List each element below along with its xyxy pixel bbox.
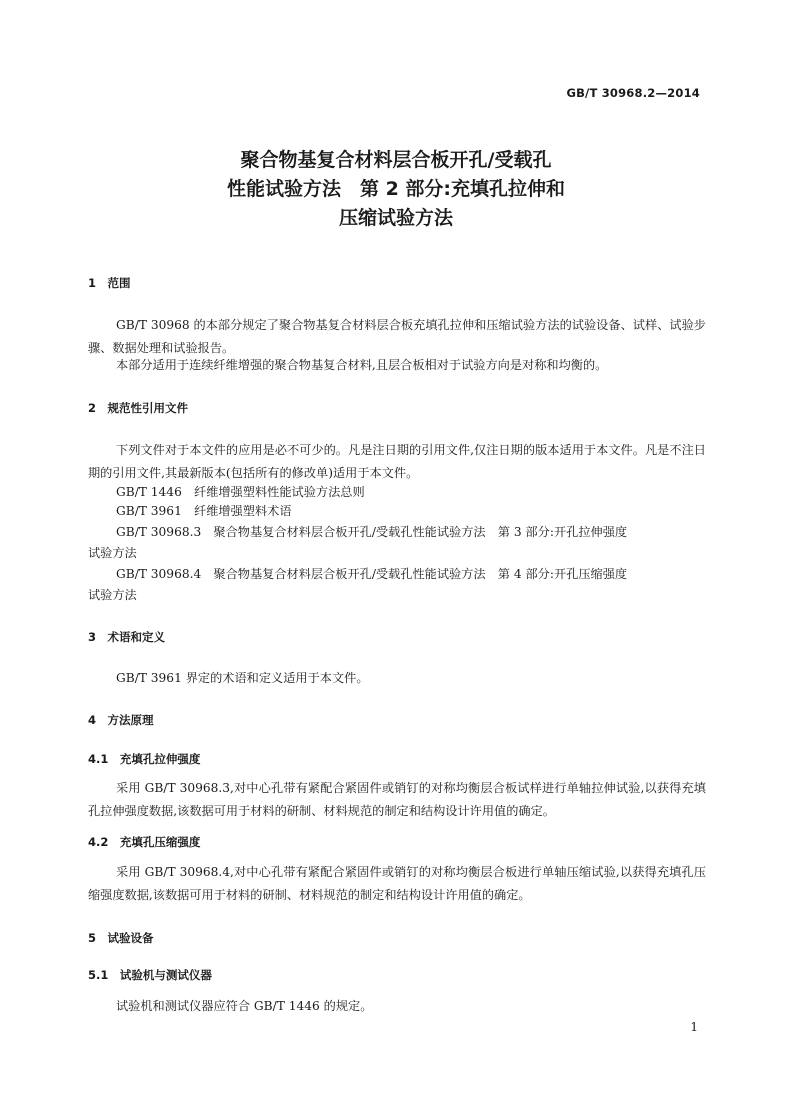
- section-4-1-paragraph: 采用 GB/T 30968.3,对中心孔带有紧配合紧固件或销钉的对称均衡层合板试样进行单轴拉伸试验,以获得充填孔拉伸强度数据,该数据可用于材料的研制、材料规范的制定和结构设计许用值的确定。: [88, 781, 706, 818]
- section-5-heading: 5 试验设备: [88, 931, 154, 945]
- section-4-2-paragraph: 采用 GB/T 30968.4,对中心孔带有紧配合紧固件或销钉的对称均衡层合板进行单轴压缩试验,以获得充填孔压缩强度数据,该数据可用于材料的研制、材料规范的制定和结构设计许用值的确定。: [88, 865, 706, 902]
- standard-code: GB/T 30968.2—2014: [566, 86, 700, 100]
- section-3-heading: 3 术语和定义: [88, 630, 166, 644]
- reference-gbt-30968-3-line-2: 试验方法: [88, 546, 137, 560]
- title-line-2: 性能试验方法 第 2 部分:充填孔拉伸和: [226, 178, 566, 200]
- reference-gbt-30968-4-line-1: GB/T 30968.4 聚合物基复合材料层合板开孔/受载孔性能试验方法 第 4 部分:开孔压缩强度: [116, 567, 628, 581]
- section-5-1-heading: 5.1 试验机与测试仪器: [88, 968, 212, 982]
- reference-gbt-3961: GB/T 3961 纤维增强塑料术语: [116, 504, 292, 518]
- section-1-paragraph-1: GB/T 30968 的本部分规定了聚合物基复合材料层合板充填孔拉伸和压缩试验方法的试验设备、试样、试验步骤、数据处理和试验报告。: [88, 318, 706, 355]
- section-4-heading: 4 方法原理: [88, 713, 154, 727]
- section-2-paragraph-1: 下列文件对于本文件的应用是必不可少的。凡是注日期的引用文件,仅注日期的版本适用于本文件。凡是不注日期的引用文件,其最新版本(包括所有的修改单)适用于本文件。: [88, 443, 706, 480]
- page-number: 1: [690, 1020, 698, 1034]
- section-3-paragraph-1: GB/T 3961 界定的术语和定义适用于本文件。: [116, 671, 369, 685]
- section-1-paragraph-2: 本部分适用于连续纤维增强的聚合物基复合材料,且层合板相对于试验方向是对称和均衡的。: [116, 358, 608, 372]
- reference-gbt-30968-3-line-1: GB/T 30968.3 聚合物基复合材料层合板开孔/受载孔性能试验方法 第 3 部分:开孔拉伸强度: [116, 525, 628, 539]
- section-4-2-heading: 4.2 充填孔压缩强度: [88, 835, 201, 849]
- document-title: [0, 146, 792, 233]
- section-1-heading: 1 范围: [88, 276, 131, 290]
- section-4-1-heading: 4.1 充填孔拉伸强度: [88, 752, 201, 766]
- reference-gbt-30968-4-line-2: 试验方法: [88, 588, 137, 602]
- title-line-3: 压缩试验方法: [338, 207, 453, 229]
- section-2-heading: 2 规范性引用文件: [88, 401, 189, 415]
- reference-gbt-1446: GB/T 1446 纤维增强塑料性能试验方法总则: [116, 485, 365, 499]
- title-line-1: 聚合物基复合材料层合板开孔/受载孔: [240, 149, 552, 171]
- section-5-1-paragraph: 试验机和测试仪器应符合 GB/T 1446 的规定。: [116, 999, 373, 1013]
